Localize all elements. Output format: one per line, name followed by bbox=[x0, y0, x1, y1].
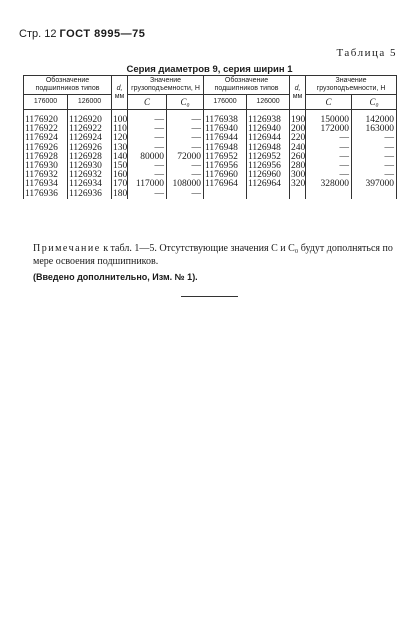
cell-b: 1126952 bbox=[247, 153, 290, 162]
cell-a: 1176922 bbox=[24, 125, 68, 134]
cell-a: 1176924 bbox=[24, 134, 68, 143]
cell-c0: — bbox=[167, 144, 204, 153]
load-header-right: Значение грузоподъемности, Н bbox=[306, 76, 397, 95]
cell-c: — bbox=[306, 153, 352, 162]
cell-c: 117000 bbox=[128, 180, 167, 189]
cell-a: 1176928 bbox=[24, 153, 68, 162]
cell-c0: — bbox=[352, 171, 397, 180]
cell-a: 1176948 bbox=[204, 144, 247, 153]
cell-b: 1126930 bbox=[68, 162, 112, 171]
subheader-row bbox=[24, 95, 397, 110]
cell-d: 100 bbox=[112, 110, 128, 126]
cell-a bbox=[204, 190, 247, 199]
cell-b: 1126926 bbox=[68, 144, 112, 153]
designation-header-left: Обозначение подшипников типов bbox=[24, 76, 112, 95]
cell-b bbox=[247, 190, 290, 199]
type-126000-right: 126000 bbox=[247, 95, 290, 110]
note-text: к табл. 1—5. Отсутствующие значения C и C₀ будут дополняться по мере освоения подшипников. bbox=[33, 243, 393, 267]
cell-d: 180 bbox=[113, 188, 128, 199]
cell-b: 1126932 bbox=[68, 171, 112, 180]
d-header-left: d, мм bbox=[112, 76, 128, 110]
cell-c0: — bbox=[167, 110, 204, 126]
cell-a: 1176934 bbox=[24, 180, 68, 189]
cell-d: 220 bbox=[291, 133, 306, 144]
cell-c0: 72000 bbox=[167, 153, 204, 162]
cell-d bbox=[290, 190, 306, 199]
divider-line bbox=[181, 296, 238, 297]
cell-c: — bbox=[306, 171, 352, 180]
cell-b: 1126948 bbox=[247, 144, 290, 153]
cell-b: 1126944 bbox=[247, 134, 290, 143]
cell-d: 120 bbox=[113, 133, 128, 144]
cell-d: 260 bbox=[291, 151, 306, 162]
type-126000-left: 126000 bbox=[68, 95, 112, 110]
table-note bbox=[33, 242, 393, 268]
cell-d: 130 bbox=[113, 142, 128, 153]
cell-c: — bbox=[128, 190, 167, 199]
cell-d: 140 bbox=[113, 151, 128, 162]
table-row bbox=[24, 190, 397, 199]
type-176000-right: 176000 bbox=[204, 95, 247, 110]
header-row bbox=[24, 76, 397, 95]
cell-d: 200 bbox=[291, 124, 306, 135]
type-176000-left: 176000 bbox=[24, 95, 68, 110]
cell-c: — bbox=[128, 171, 167, 180]
cell-c: 80000 bbox=[128, 153, 167, 162]
designation-header-right: Обозначение подшипников типов bbox=[204, 76, 290, 95]
cell-b: 1126934 bbox=[68, 180, 112, 189]
cell-a: 1176960 bbox=[204, 171, 247, 180]
cell-a: 1176920 bbox=[24, 110, 68, 126]
cell-c: — bbox=[128, 162, 167, 171]
c-header-right: C bbox=[306, 95, 352, 110]
c0-header-left: C₀ bbox=[167, 95, 204, 110]
cell-d: 320 bbox=[291, 179, 306, 190]
cell-c0 bbox=[352, 190, 397, 199]
cell-c: — bbox=[128, 125, 167, 134]
bearing-table bbox=[23, 75, 397, 201]
cell-b: 1126940 bbox=[247, 125, 290, 134]
cell-c: — bbox=[128, 134, 167, 143]
cell-a: 1176936 bbox=[24, 190, 68, 199]
cell-d: 110 bbox=[113, 124, 127, 135]
load-header-left: Значение грузоподъемности, Н bbox=[128, 76, 204, 95]
cell-c0: 108000 bbox=[167, 180, 204, 189]
cell-c: — bbox=[128, 144, 167, 153]
cell-b: 1126922 bbox=[68, 125, 112, 134]
table-row bbox=[24, 110, 397, 126]
cell-a: 1176944 bbox=[204, 134, 247, 143]
cell-b: 1126956 bbox=[247, 162, 290, 171]
cell-c0: — bbox=[167, 162, 204, 171]
note-label: Примечание bbox=[33, 243, 101, 254]
cell-a: 1176964 bbox=[204, 180, 247, 189]
cell-b: 1126960 bbox=[247, 171, 290, 180]
cell-d: 150 bbox=[113, 161, 128, 172]
cell-a: 1176956 bbox=[204, 162, 247, 171]
cell-c0: — bbox=[167, 171, 204, 180]
cell-d: 170 bbox=[113, 179, 128, 190]
cell-a: 1176938 bbox=[204, 110, 247, 126]
c-header-left: C bbox=[128, 95, 167, 110]
cell-b: 1126928 bbox=[68, 153, 112, 162]
cell-c: 150000 bbox=[306, 110, 352, 126]
amendment-note: (Введено дополнительно, Изм. № 1). bbox=[33, 272, 198, 282]
cell-d: 300 bbox=[291, 170, 306, 181]
cell-c0: — bbox=[167, 190, 204, 199]
page-number: Стр. 12 bbox=[19, 28, 57, 40]
cell-c: — bbox=[306, 144, 352, 153]
cell-c0: 142000 bbox=[352, 110, 397, 126]
cell-a: 1176952 bbox=[204, 153, 247, 162]
cell-c0: — bbox=[167, 134, 204, 143]
cell-d: 190 bbox=[290, 110, 306, 126]
cell-d: 240 bbox=[291, 142, 306, 153]
cell-c0: — bbox=[352, 153, 397, 162]
cell-c: — bbox=[306, 162, 352, 171]
cell-a: 1176926 bbox=[24, 144, 68, 153]
c0-header-right: C₀ bbox=[352, 95, 397, 110]
page-header bbox=[19, 28, 145, 40]
cell-c: 328000 bbox=[306, 180, 352, 189]
cell-c0: — bbox=[352, 144, 397, 153]
cell-a: 1176932 bbox=[24, 171, 68, 180]
table-number: Таблица 5 bbox=[336, 47, 397, 59]
cell-b: 1126938 bbox=[247, 110, 290, 126]
cell-a: 1176930 bbox=[24, 162, 68, 171]
cell-b: 1126964 bbox=[247, 180, 290, 189]
cell-b: 1126920 bbox=[68, 110, 112, 126]
cell-b: 1126924 bbox=[68, 134, 112, 143]
table-caption: Серия диаметров 9, серия ширин 1 bbox=[126, 64, 293, 75]
d-header-right: d, мм bbox=[290, 76, 306, 110]
cell-c0: — bbox=[352, 134, 397, 143]
cell-c0: 163000 bbox=[352, 125, 397, 134]
cell-c0: — bbox=[167, 125, 204, 134]
cell-d: 160 bbox=[113, 170, 128, 181]
cell-c: 172000 bbox=[306, 125, 352, 134]
cell-c: — bbox=[128, 110, 167, 126]
cell-c: — bbox=[306, 134, 352, 143]
cell-c0: — bbox=[352, 162, 397, 171]
standard-code: ГОСТ 8995—75 bbox=[59, 28, 146, 40]
cell-d: 280 bbox=[291, 161, 306, 172]
cell-a: 1176940 bbox=[204, 125, 247, 134]
cell-b: 1126936 bbox=[68, 190, 112, 199]
cell-c0: 397000 bbox=[352, 180, 397, 189]
cell-c bbox=[306, 190, 352, 199]
